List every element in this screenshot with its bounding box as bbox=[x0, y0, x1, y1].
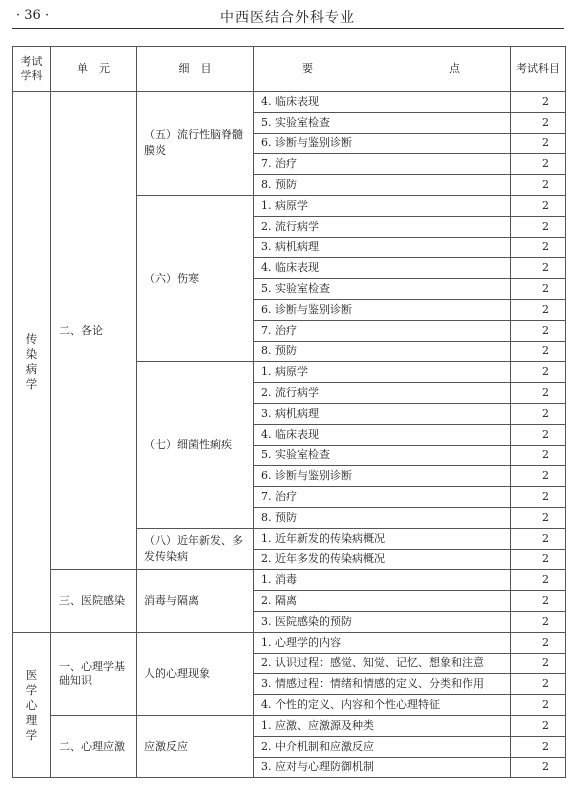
point-cell: 1. 病原学 bbox=[254, 362, 511, 383]
point-cell: 1. 应激、应激源及种类 bbox=[254, 715, 511, 736]
unit-cell: 二、心理应激 bbox=[51, 715, 137, 777]
detail-cell: 应激反应 bbox=[137, 715, 254, 777]
header-unit: 单 元 bbox=[51, 47, 137, 92]
point-cell: 2. 认识过程：感觉、知觉、记忆、想象和注意 bbox=[254, 653, 511, 674]
detail-cell: （七）细菌性痢疾 bbox=[137, 362, 254, 528]
point-cell: 8. 预防 bbox=[254, 507, 511, 528]
table-header-row bbox=[13, 47, 566, 92]
point-cell: 5. 实验室检查 bbox=[254, 112, 511, 133]
score-cell: 2 bbox=[511, 591, 566, 612]
point-cell: 6. 诊断与鉴别诊断 bbox=[254, 299, 511, 320]
score-cell: 2 bbox=[511, 445, 566, 466]
score-cell: 2 bbox=[511, 133, 566, 154]
score-cell: 2 bbox=[511, 466, 566, 487]
score-cell: 2 bbox=[511, 528, 566, 549]
point-cell: 4. 临床表现 bbox=[254, 92, 511, 113]
score-cell: 2 bbox=[511, 715, 566, 736]
score-cell: 2 bbox=[511, 320, 566, 341]
point-cell: 1. 心理学的内容 bbox=[254, 632, 511, 653]
point-cell: 6. 诊断与鉴别诊断 bbox=[254, 133, 511, 154]
point-cell: 3. 病机病理 bbox=[254, 237, 511, 258]
subject-label: 传染病学 bbox=[25, 331, 38, 391]
point-cell: 1. 近年新发的传染病概况 bbox=[254, 528, 511, 549]
score-cell: 2 bbox=[511, 632, 566, 653]
header-points: 要 点 bbox=[254, 47, 511, 92]
score-cell: 2 bbox=[511, 549, 566, 570]
point-cell: 5. 实验室检查 bbox=[254, 445, 511, 466]
score-cell: 2 bbox=[511, 487, 566, 508]
table-row bbox=[13, 632, 566, 653]
detail-cell: （八）近年新发、多发传染病 bbox=[137, 528, 254, 570]
score-cell: 2 bbox=[511, 216, 566, 237]
subject-label: 医学心理学 bbox=[25, 667, 38, 742]
score-cell: 2 bbox=[511, 653, 566, 674]
header-score: 考试科目 bbox=[511, 47, 566, 92]
score-cell: 2 bbox=[511, 341, 566, 362]
score-cell: 2 bbox=[511, 757, 566, 778]
table-row bbox=[13, 570, 566, 591]
unit-cell: 一、心理学基础知识 bbox=[51, 632, 137, 715]
detail-cell: （六）伤寒 bbox=[137, 195, 254, 361]
point-cell: 4. 临床表现 bbox=[254, 258, 511, 279]
subject-cell bbox=[13, 92, 51, 633]
score-cell: 2 bbox=[511, 383, 566, 404]
point-cell: 4. 临床表现 bbox=[254, 424, 511, 445]
point-cell: 2. 中介机制和应激反应 bbox=[254, 736, 511, 757]
table-row bbox=[13, 92, 566, 113]
score-cell: 2 bbox=[511, 299, 566, 320]
point-cell: 2. 近年多发的传染病概况 bbox=[254, 549, 511, 570]
score-cell: 2 bbox=[511, 279, 566, 300]
header-divider bbox=[12, 28, 564, 29]
unit-cell: 三、医院感染 bbox=[51, 570, 137, 632]
point-cell: 2. 隔离 bbox=[254, 591, 511, 612]
header-detail: 细 目 bbox=[137, 47, 254, 92]
point-cell: 1. 消毒 bbox=[254, 570, 511, 591]
score-cell: 2 bbox=[511, 154, 566, 175]
point-cell: 7. 治疗 bbox=[254, 154, 511, 175]
score-cell: 2 bbox=[511, 403, 566, 424]
syllabus-table bbox=[12, 46, 566, 778]
point-cell: 3. 情感过程：情绪和情感的定义、分类和作用 bbox=[254, 674, 511, 695]
score-cell: 2 bbox=[511, 112, 566, 133]
score-cell: 2 bbox=[511, 736, 566, 757]
point-cell: 3. 医院感染的预防 bbox=[254, 611, 511, 632]
score-cell: 2 bbox=[511, 92, 566, 113]
unit-cell: 二、各论 bbox=[51, 92, 137, 570]
score-cell: 2 bbox=[511, 674, 566, 695]
point-cell: 3. 病机病理 bbox=[254, 403, 511, 424]
table-row bbox=[13, 715, 566, 736]
detail-cell: 人的心理现象 bbox=[137, 632, 254, 715]
point-cell: 2. 流行病学 bbox=[254, 383, 511, 404]
point-cell: 7. 治疗 bbox=[254, 320, 511, 341]
point-cell: 8. 预防 bbox=[254, 175, 511, 196]
page-number: · 36 · bbox=[16, 8, 50, 23]
subject-cell bbox=[13, 632, 51, 778]
score-cell: 2 bbox=[511, 175, 566, 196]
score-cell: 2 bbox=[511, 237, 566, 258]
header-subject: 考试学科 bbox=[13, 47, 51, 92]
score-cell: 2 bbox=[511, 195, 566, 216]
point-cell: 1. 病原学 bbox=[254, 195, 511, 216]
point-cell: 8. 预防 bbox=[254, 341, 511, 362]
point-cell: 7. 治疗 bbox=[254, 487, 511, 508]
score-cell: 2 bbox=[511, 362, 566, 383]
score-cell: 2 bbox=[511, 611, 566, 632]
point-cell: 2. 流行病学 bbox=[254, 216, 511, 237]
score-cell: 2 bbox=[511, 258, 566, 279]
point-cell: 6. 诊断与鉴别诊断 bbox=[254, 466, 511, 487]
score-cell: 2 bbox=[511, 507, 566, 528]
detail-cell: 消毒与隔离 bbox=[137, 570, 254, 632]
score-cell: 2 bbox=[511, 570, 566, 591]
point-cell: 3. 应对与心理防御机制 bbox=[254, 757, 511, 778]
score-cell: 2 bbox=[511, 424, 566, 445]
point-cell: 4. 个性的定义、内容和个性心理特征 bbox=[254, 695, 511, 716]
score-cell: 2 bbox=[511, 695, 566, 716]
point-cell: 5. 实验室检查 bbox=[254, 279, 511, 300]
page-header-title: 中西医结合外科专业 bbox=[220, 10, 355, 26]
detail-cell: （五）流行性脑脊髓膜炎 bbox=[137, 92, 254, 196]
